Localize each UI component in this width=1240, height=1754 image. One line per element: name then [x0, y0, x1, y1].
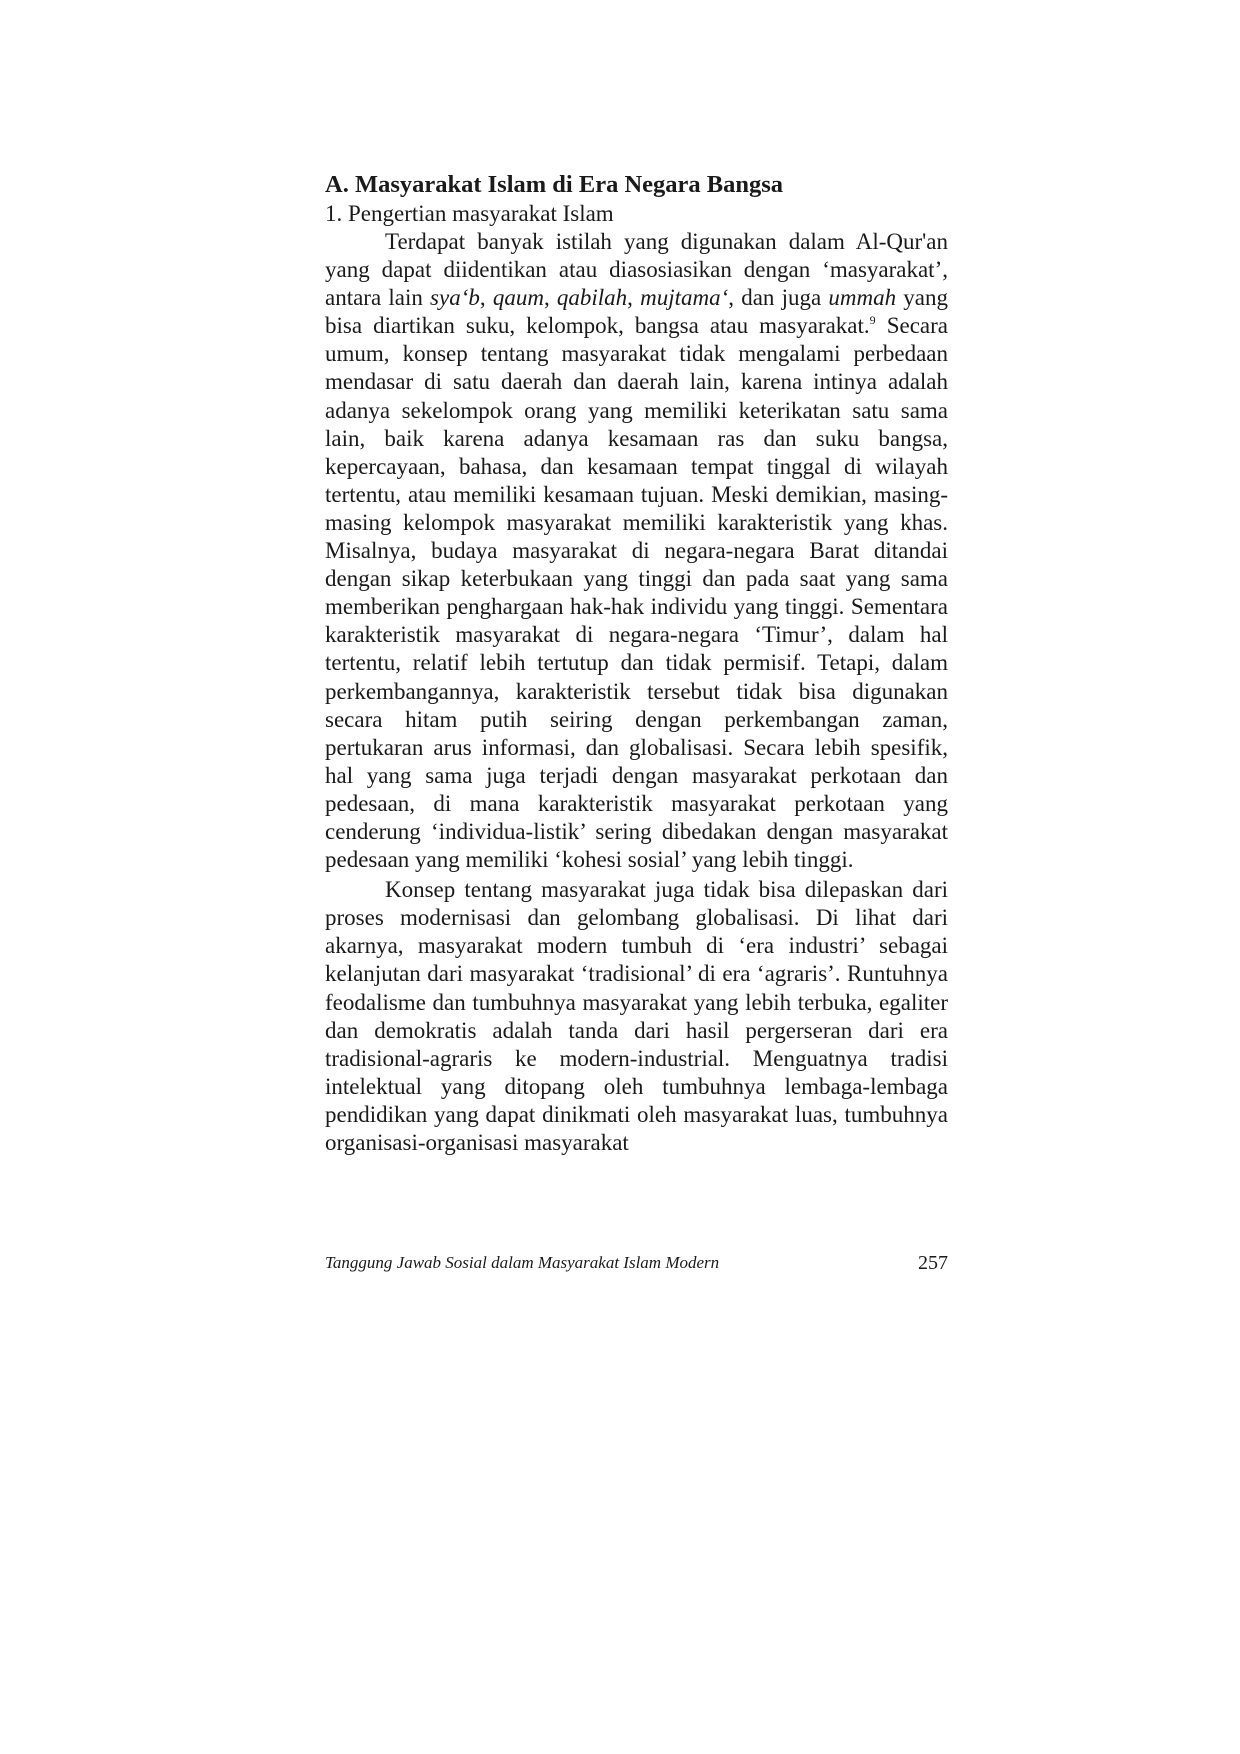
- page-body: [325, 170, 948, 1157]
- page-footer: [325, 1250, 948, 1276]
- term-separator: ,: [479, 285, 493, 311]
- sub-heading: 1. Pengertian masyarakat Islam: [325, 201, 614, 226]
- section-heading: A. Masyarakat Islam di Era Negara Bangsa: [325, 171, 784, 198]
- term-mujtama: mujtama‘: [640, 285, 729, 311]
- paragraph-1: [325, 228, 948, 874]
- paragraph-1-text-b: , dan juga: [728, 285, 829, 311]
- term-qaum: qaum: [492, 285, 544, 311]
- footnote-marker[interactable]: 9: [869, 313, 876, 328]
- paragraph-1-text-d: Secara umum, konsep tentang masyarakat tidak mengalami perbedaan mendasar di satu daerah dan daerah lain, karena intinya adalah adanya sekelompok orang yang memiliki keterikatan satu sama lain, baik karena adanya kesamaan ras dan suku bangsa, kepercayaan, bahasa, dan kesamaan tempat tinggal di wilayah tertentu, atau memiliki kesamaan tujuan. Meski demikian, masing-masing kelompok masyarakat memiliki karakteristik yang khas. Misalnya, budaya masyarakat di negara-negara Barat ditandai dengan sikap keterbukaan yang tinggi dan pada saat yang sama memberikan penghargaan hak-hak individu yang tinggi. Sementara karakteristik masyarakat di negara-negara ‘Timur’, dalam hal tertentu, relatif lebih tertutup dan tidak permisif. Tetapi, dalam perkembangannya, karakteristik tersebut tidak bisa digunakan secara hitam putih seiring dengan perkembangan zaman, pertukaran arus informasi, dan globalisasi. Secara lebih spesifik, hal yang sama juga terjadi dengan masyarakat perkotaan dan pedesaan, di mana karakteristik masyarakat perkotaan yang cenderung ‘individua-listik’ sering dibedakan dengan masyarakat pedesaan yang memiliki ‘kohesi sosial’ yang lebih tinggi.: [325, 313, 948, 873]
- term-syab: sya‘b: [430, 285, 480, 311]
- term-separator: ,: [627, 285, 641, 311]
- paragraph-2: Konsep tentang masyarakat juga tidak bisa dilepaskan dari proses modernisasi dan gelombang globalisasi. Di lihat dari akarnya, masyarakat modern tumbuh di ‘era industri’ sebagai kelanjutan dari masyarakat ‘tradisional’ di era ‘agraris’. Runtuhnya feodalisme dan tumbuhnya masyarakat yang lebih terbuka, egaliter dan demokratis adalah tanda dari hasil pergerseran dari era tradisional-agraris ke modern-industrial. Menguatnya tradisi intelektual yang ditopang oleh tumbuhnya lembaga-lembaga pendidikan yang dapat dinikmati oleh masyarakat luas, tumbuhnya organisasi-organisasi masyarakat: [325, 877, 948, 1155]
- page-number: 257: [918, 1252, 948, 1274]
- term-ummah: ummah: [828, 285, 897, 311]
- paragraph-1-text-c: yang bisa diartikan suku, kelompok, bangsa atau masyarakat.: [325, 285, 949, 339]
- running-title: Tanggung Jawab Sosial dalam Masyarakat Islam Modern: [325, 1253, 720, 1272]
- term-qabilah: qabilah: [556, 285, 628, 311]
- paragraph-1-text-a: Terdapat banyak istilah yang digunakan dalam Al-Qur'an yang dapat diidentikan atau diasosiasikan dengan ‘masyarakat’, antara lain: [325, 229, 948, 311]
- term-separator: ,: [543, 285, 557, 311]
